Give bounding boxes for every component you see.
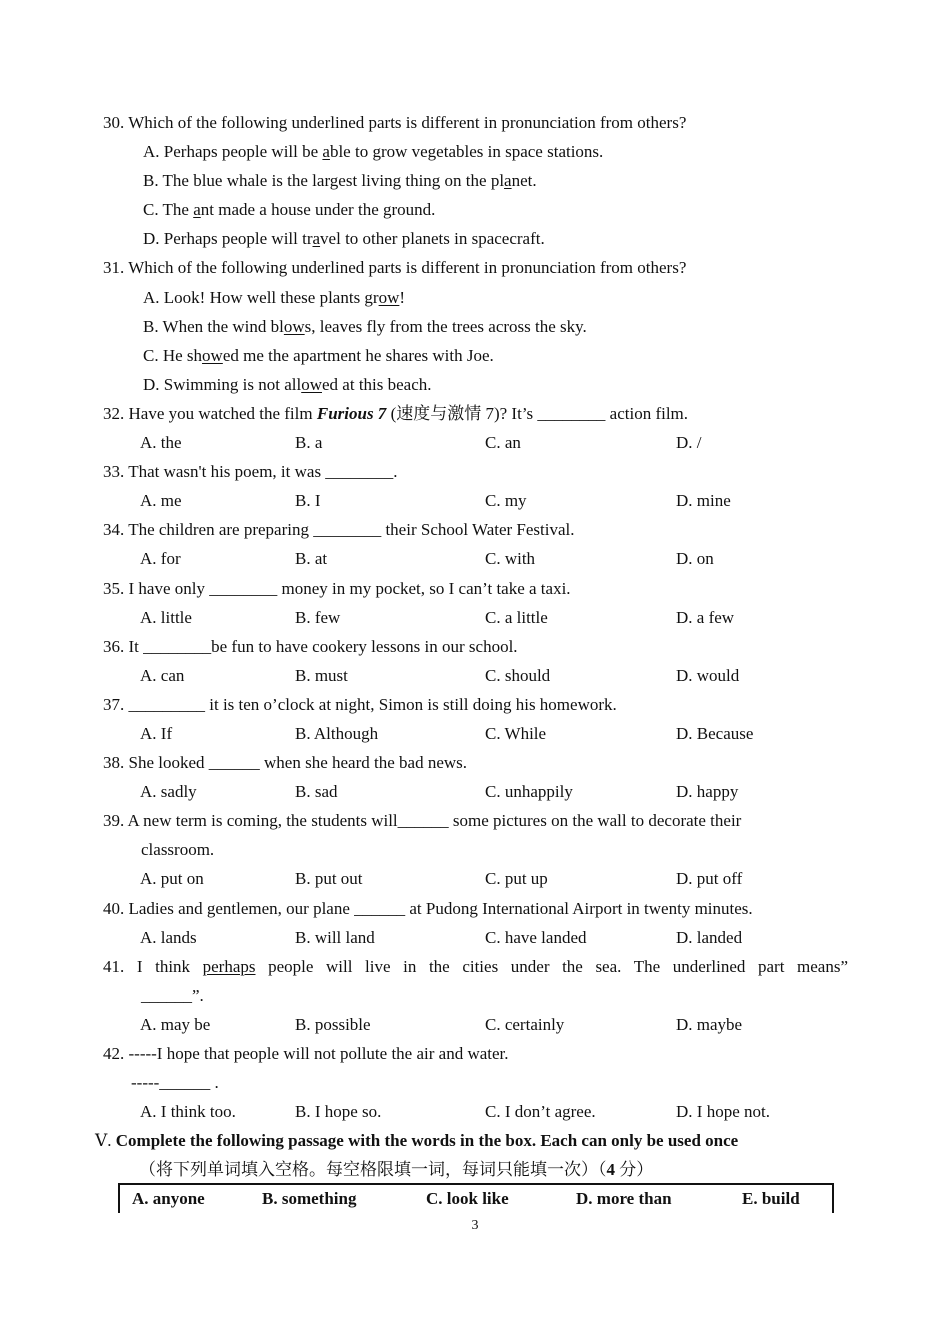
- option-d: D. landed: [676, 927, 743, 947]
- option-c: C. While: [485, 723, 547, 743]
- option-d: D. /: [676, 433, 702, 453]
- question-32-stem: 32. Have you watched the film Furious 7 (速度与激情 7)? It’s ________ action film.: [103, 403, 689, 423]
- question-33-options: [103, 486, 848, 515]
- question-35-options: [103, 603, 848, 632]
- option-b: B. at: [295, 549, 328, 569]
- question-41-options: [103, 1010, 848, 1039]
- question-30-stem: 30. Which of the following underlined parts is different in pronunciation from others?: [103, 113, 687, 132]
- option-a: A. may be: [140, 1014, 211, 1034]
- question-37-options: [103, 719, 848, 748]
- question-34-stem: 34. The children are preparing ________ their School Water Festival.: [103, 520, 575, 540]
- question-39-stem: 39. A new term is coming, the students will______ some pictures on the wall to decorate their: [103, 811, 742, 831]
- option-a: A. If: [140, 723, 173, 743]
- option-a: A. put on: [140, 869, 204, 889]
- option-b: B. a: [295, 433, 323, 453]
- question-39-stem-continued: classroom.: [141, 840, 215, 860]
- question-36-options: [103, 661, 848, 690]
- section-5-instruction: （将下列单词填入空格。每空格限填一词，每词只能填一次）（4 分）: [139, 1160, 654, 1180]
- question-30-option-c: C. The ant made a house under the ground.: [143, 200, 436, 220]
- question-34-options: [103, 544, 848, 573]
- option-a: A. sadly: [140, 782, 197, 802]
- option-b: B. must: [295, 665, 348, 685]
- option-d: D. on: [676, 549, 714, 569]
- option-b: B. I hope so.: [295, 1102, 382, 1122]
- question-30-option-b: B. The blue whale is the largest living thing on the planet.: [143, 171, 537, 191]
- option-b: B. Although: [295, 723, 379, 743]
- option-c: C. with: [485, 549, 536, 569]
- question-42-options: [103, 1097, 848, 1126]
- word-option-b: B. something: [262, 1189, 357, 1208]
- word-option-d: D. more than: [576, 1189, 672, 1208]
- option-c: C. I don’t agree.: [485, 1102, 596, 1122]
- question-38-stem: 38. She looked ______ when she heard the bad news.: [103, 753, 468, 773]
- section-title: Complete the following passage with the words in the box. Each can only be used once: [115, 1131, 739, 1151]
- option-b: B. sad: [295, 782, 338, 802]
- word-option-e: E. build: [742, 1189, 800, 1208]
- question-39-options: [103, 864, 848, 893]
- option-c: C. should: [485, 665, 551, 685]
- question-31-option-a: A. Look! How well these plants grow!: [143, 287, 406, 307]
- option-c: C. an: [485, 433, 521, 453]
- question-40-stem: 40. Ladies and gentlemen, our plane ______ at Pudong International Airport in twenty minutes.: [103, 898, 753, 918]
- option-a: A. I think too.: [140, 1102, 236, 1122]
- question-32-options: [103, 428, 848, 457]
- option-c: C. certainly: [485, 1014, 565, 1034]
- option-b: B. possible: [295, 1014, 371, 1034]
- option-d: D. Because: [676, 723, 754, 743]
- option-d: D. happy: [676, 782, 739, 802]
- option-c: C. my: [485, 491, 527, 511]
- question-31-stem: 31. Which of the following underlined parts is different in pronunciation from others?: [103, 258, 687, 278]
- option-a: A. the: [140, 433, 182, 453]
- option-d: D. maybe: [676, 1014, 743, 1034]
- word-box: [118, 1183, 834, 1213]
- underlined-word: perhaps: [202, 956, 256, 976]
- option-c: C. a little: [485, 607, 548, 627]
- question-42-reply: -----______ .: [131, 1073, 219, 1093]
- question-35-stem: 35. I have only ________ money in my pocket, so I can’t take a taxi.: [103, 578, 571, 598]
- film-title: Furious 7: [316, 403, 387, 423]
- question-30-option-d: D. Perhaps people will travel to other planets in spacecraft.: [143, 229, 545, 249]
- option-c: C. unhappily: [485, 782, 573, 802]
- option-d: D. would: [676, 665, 740, 685]
- question-37-stem: 37. _________ it is ten o’clock at night, Simon is still doing his homework.: [103, 694, 617, 714]
- option-d: D. put off: [676, 869, 743, 889]
- option-a: A. lands: [140, 927, 197, 947]
- word-option-a: A. anyone: [132, 1189, 205, 1208]
- option-c: C. have landed: [485, 927, 587, 947]
- question-40-options: [103, 923, 848, 952]
- option-a: A. little: [140, 607, 192, 627]
- question-31-option-c: C. He showed me the apartment he shares with Joe.: [143, 345, 494, 365]
- option-b: B. put out: [295, 869, 363, 889]
- question-30-option-a: A. Perhaps people will be able to grow vegetables in space stations.: [143, 142, 604, 162]
- question-38-options: [103, 777, 848, 806]
- question-31-option-d: D. Swimming is not allowed at this beach.: [143, 374, 432, 394]
- option-b: B. few: [295, 607, 341, 627]
- page-number: 3: [471, 1218, 479, 1233]
- question-36-stem: 36. It ________be fun to have cookery lessons in our school.: [103, 636, 518, 656]
- option-d: D. mine: [676, 491, 731, 511]
- option-a: A. me: [140, 491, 182, 511]
- option-a: A. for: [140, 549, 181, 569]
- option-d: D. I hope not.: [676, 1102, 770, 1122]
- option-a: A. can: [140, 665, 185, 685]
- option-d: D. a few: [676, 607, 735, 627]
- question-33-stem: 33. That wasn't his poem, it was ________.: [103, 462, 398, 482]
- section-numeral: Ⅴ.: [95, 1131, 112, 1151]
- word-option-c: C. look like: [426, 1189, 509, 1208]
- option-b: B. I: [295, 491, 321, 511]
- section-5-heading: [95, 1126, 848, 1155]
- option-c: C. put up: [485, 869, 548, 889]
- question-41-stem: 41. I think perhaps people will live in the cities under the sea. The underlined part means”: [103, 956, 848, 976]
- question-31-option-b: B. When the wind blows, leaves fly from the trees across the sky.: [143, 316, 587, 336]
- option-b: B. will land: [295, 927, 375, 947]
- question-list: [95, 108, 848, 1184]
- question-41-stem-continued: ______”.: [141, 985, 204, 1005]
- question-42-stem: 42. -----I hope that people will not pollute the air and water.: [103, 1044, 509, 1063]
